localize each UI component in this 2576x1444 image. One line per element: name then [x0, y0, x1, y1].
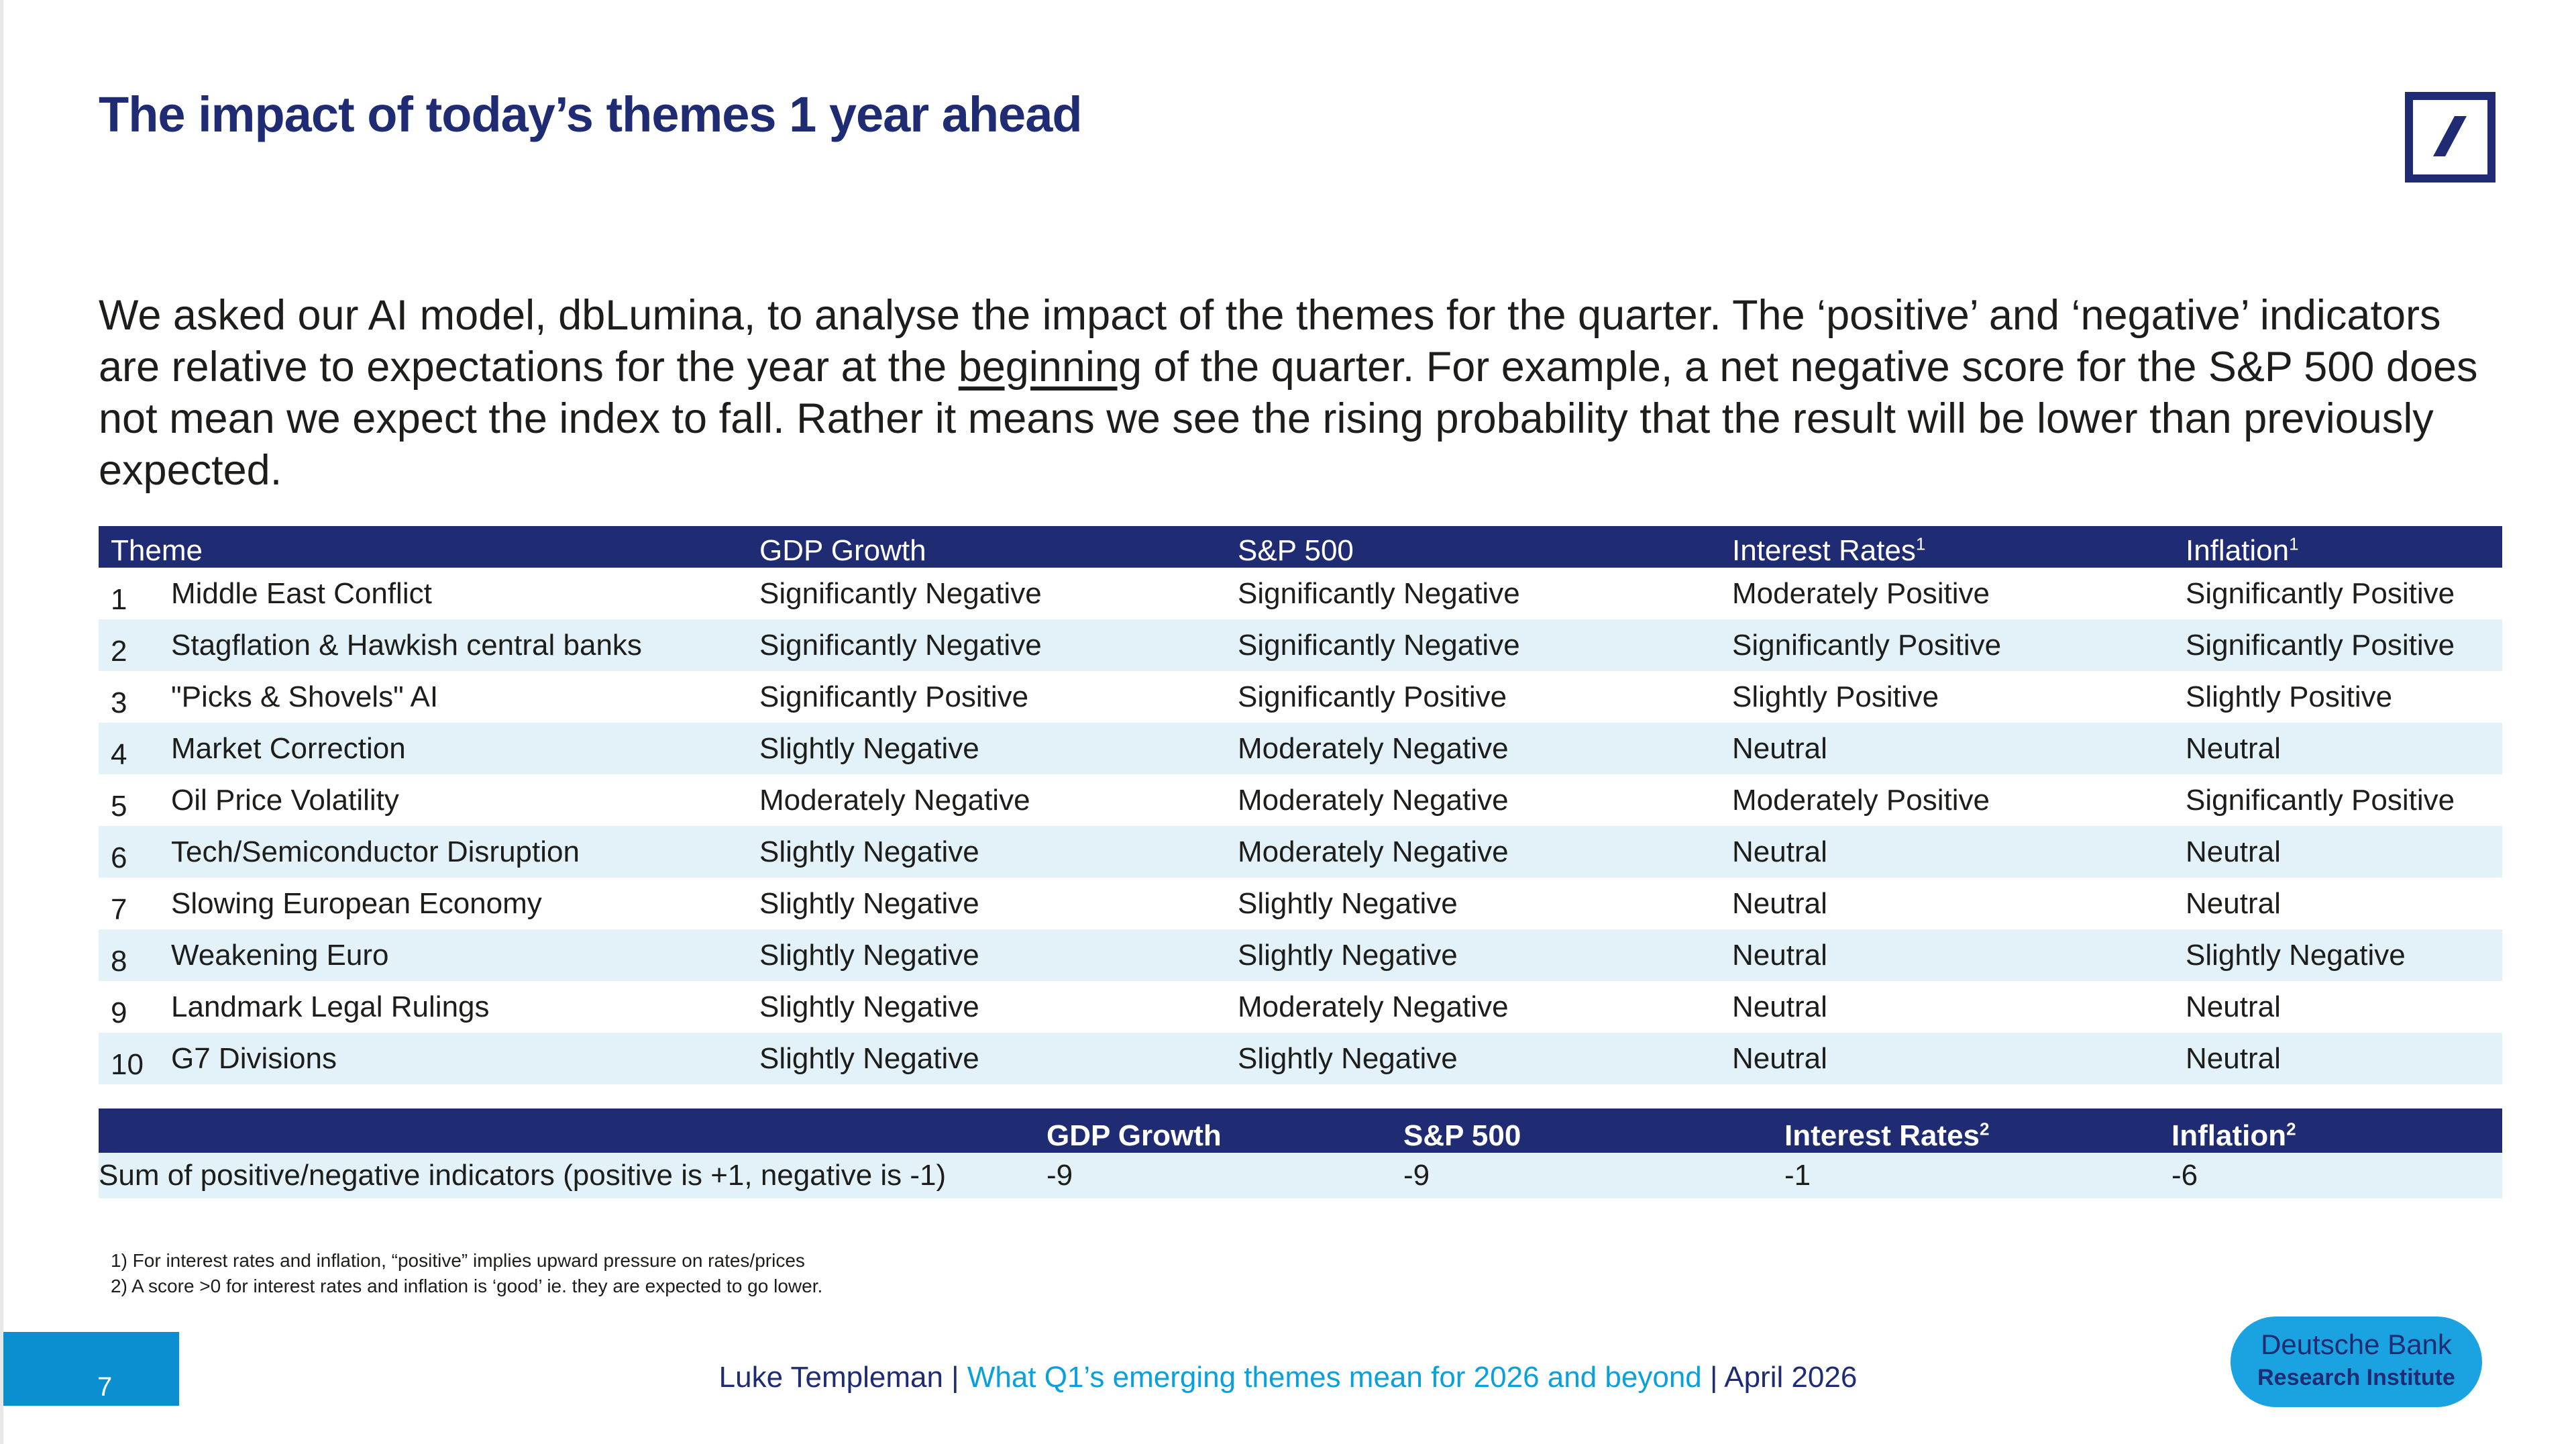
intro-paragraph	[99, 290, 2514, 497]
sum-header-inflation-footnote: 2	[2286, 1119, 2296, 1139]
row-rates: Neutral	[1732, 990, 1827, 1023]
row-sp500: Significantly Positive	[1238, 680, 1507, 713]
row-rates: Moderately Positive	[1732, 783, 1990, 817]
row-theme: Landmark Legal Rulings	[171, 990, 490, 1023]
row-number: 6	[99, 826, 152, 878]
left-edge-strip	[0, 0, 3, 1444]
row-number: 1	[111, 583, 127, 616]
footnote-1: 1) For interest rates and inflation, “positive” implies upward pressure on rates/prices	[111, 1250, 805, 1271]
footer-date: April 2026	[1724, 1361, 1858, 1394]
header-gdp: GDP Growth	[747, 526, 1226, 568]
intro-underlined-word: beginning	[958, 344, 1142, 391]
badge-line-2: Research Institute	[2257, 1365, 2455, 1390]
row-rates: Moderately Positive	[1732, 576, 1990, 610]
row-sp500: Slightly Negative	[1238, 886, 1458, 920]
sum-sp500-value: -9	[1403, 1153, 1784, 1198]
sum-header-rates-footnote: 2	[1980, 1119, 1990, 1139]
footnotes	[111, 1248, 822, 1299]
sum-rates-value: -1	[1784, 1153, 2171, 1198]
footer-report-title-link[interactable]: What Q1’s emerging themes mean for 2026 and beyond	[967, 1361, 1702, 1394]
row-rates: Slightly Positive	[1732, 680, 1939, 713]
row-theme: Slowing European Economy	[171, 886, 542, 920]
row-sp500: Significantly Negative	[1226, 619, 1720, 671]
header-inflation-label: Inflation	[2186, 534, 2290, 567]
header-rates-label: Interest Rates	[1732, 534, 1916, 567]
header-rates-footnote: 1	[1915, 533, 1926, 554]
row-number: 2	[99, 619, 152, 671]
sum-row	[99, 1153, 2502, 1198]
row-theme: Oil Price Volatility	[171, 783, 399, 817]
themes-table	[99, 526, 2502, 1084]
row-inflation: Significantly Positive	[2186, 783, 2455, 817]
header-sp500: S&P 500	[1226, 526, 1720, 568]
row-inflation: Slightly Positive	[2186, 680, 2393, 713]
row-rates: Neutral	[1720, 929, 2174, 981]
row-sp500: Significantly Negative	[1238, 576, 1520, 610]
sum-table	[99, 1108, 2502, 1198]
sum-table-header	[99, 1108, 2502, 1153]
research-institute-badge	[2231, 1317, 2482, 1407]
row-inflation: Significantly Positive	[2174, 619, 2502, 671]
table-row	[99, 981, 2502, 1033]
row-theme: Weakening Euro	[152, 929, 747, 981]
sum-row-label: Sum of positive/negative indicators (positive is +1, negative is -1)	[99, 1153, 1046, 1198]
row-inflation: Neutral	[2174, 826, 2502, 878]
row-theme: G7 Divisions	[152, 1033, 747, 1084]
row-number: 10	[99, 1033, 152, 1084]
footnote-2: 2) A score >0 for interest rates and inflation is ‘good’ ie. they are expected to go lower.	[111, 1276, 823, 1296]
sum-header-rates	[1784, 1108, 2171, 1153]
sum-header-gdp: GDP Growth	[1046, 1108, 1403, 1153]
row-gdp: Significantly Negative	[759, 576, 1042, 610]
row-sp500: Moderately Negative	[1238, 783, 1509, 817]
row-rates: Neutral	[1720, 723, 2174, 774]
footer-separator-2: |	[1701, 1361, 1725, 1394]
table-row	[99, 568, 2502, 619]
row-theme: Tech/Semiconductor Disruption	[152, 826, 747, 878]
row-theme: Middle East Conflict	[171, 576, 432, 610]
row-sp500: Slightly Negative	[1226, 929, 1720, 981]
row-rates: Significantly Positive	[1720, 619, 2174, 671]
row-theme: Stagflation & Hawkish central banks	[152, 619, 747, 671]
header-inflation	[2174, 526, 2502, 568]
row-gdp: Slightly Negative	[759, 990, 979, 1023]
row-inflation: Neutral	[2174, 723, 2502, 774]
sum-inflation-value: -6	[2171, 1153, 2502, 1198]
row-sp500: Moderately Negative	[1226, 826, 1720, 878]
sum-header-sp500: S&P 500	[1403, 1108, 1784, 1153]
row-gdp: Slightly Negative	[747, 826, 1226, 878]
row-number: 4	[99, 723, 152, 774]
row-rates: Neutral	[1720, 826, 2174, 878]
row-gdp: Significantly Positive	[759, 680, 1029, 713]
row-inflation: Significantly Positive	[2186, 576, 2455, 610]
row-inflation: Neutral	[2186, 886, 2281, 920]
row-inflation: Neutral	[2174, 1033, 2502, 1084]
row-gdp: Significantly Negative	[747, 619, 1226, 671]
deutsche-bank-logo-icon	[2405, 92, 2496, 183]
row-number: 5	[111, 790, 127, 823]
row-rates: Neutral	[1720, 1033, 2174, 1084]
footer	[0, 1361, 2576, 1394]
row-gdp: Slightly Negative	[747, 723, 1226, 774]
row-theme: Market Correction	[152, 723, 747, 774]
table-row	[99, 619, 2502, 671]
header-rates	[1720, 526, 2174, 568]
header-theme: Theme	[99, 526, 747, 568]
row-number: 3	[111, 686, 127, 719]
themes-table-header	[99, 526, 2502, 568]
row-theme: "Picks & Shovels" AI	[171, 680, 439, 713]
table-row	[99, 774, 2502, 826]
row-sp500: Moderately Negative	[1226, 723, 1720, 774]
row-gdp: Moderately Negative	[759, 783, 1030, 817]
sum-gdp-value: -9	[1046, 1153, 1403, 1198]
row-gdp: Slightly Negative	[747, 929, 1226, 981]
row-number: 8	[99, 929, 152, 981]
table-row	[99, 826, 2502, 878]
sum-header-rates-label: Interest Rates	[1784, 1119, 1980, 1152]
page-number: 7	[97, 1372, 113, 1402]
table-row	[99, 723, 2502, 774]
row-number: 9	[111, 996, 127, 1029]
table-row	[99, 1033, 2502, 1084]
row-sp500: Moderately Negative	[1238, 990, 1509, 1023]
footer-author: Luke Templeman	[718, 1361, 943, 1394]
row-gdp: Slightly Negative	[747, 1033, 1226, 1084]
badge-line-1: Deutsche Bank	[2261, 1329, 2452, 1360]
table-row	[99, 878, 2502, 929]
sum-header-inflation	[2171, 1108, 2502, 1153]
intro-text-2: of the quarter. For example, a net negative score for the S&P 500 does not mean we expect the index to fall. Rather it means we see the rising probability that the result will be lower than previously expected.	[99, 344, 2478, 494]
page-title: The impact of today’s themes 1 year ahead	[99, 87, 1082, 142]
footer-separator-1: |	[943, 1361, 967, 1394]
row-gdp: Slightly Negative	[759, 886, 979, 920]
table-row	[99, 671, 2502, 723]
table-row	[99, 929, 2502, 981]
row-sp500: Slightly Negative	[1226, 1033, 1720, 1084]
row-number: 7	[111, 893, 127, 926]
sum-header-blank	[99, 1108, 1046, 1153]
row-inflation: Slightly Negative	[2174, 929, 2502, 981]
header-inflation-footnote: 1	[2289, 533, 2299, 554]
sum-header-inflation-label: Inflation	[2171, 1119, 2287, 1152]
intro-text-1: We asked our AI model, dbLumina, to analyse the impact of the themes for the quarter. The ‘positive’ and ‘negative’ indicators are relative to expectations for the year at the	[99, 292, 2441, 391]
row-rates: Neutral	[1732, 886, 1827, 920]
row-inflation: Neutral	[2186, 990, 2281, 1023]
